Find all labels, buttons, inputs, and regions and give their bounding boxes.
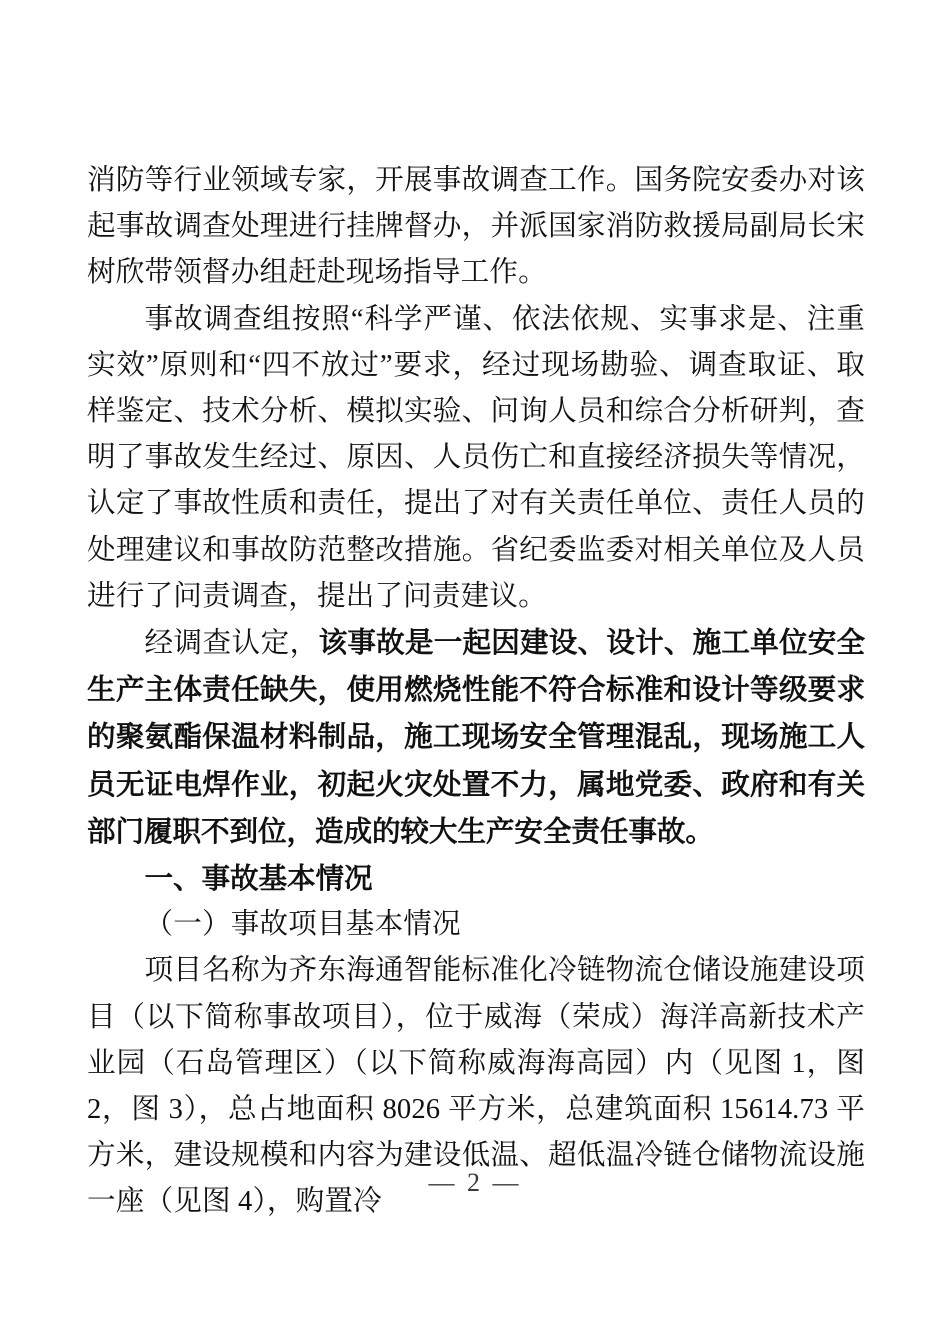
page-number: — 2 — bbox=[428, 1168, 522, 1197]
conclusion-lead-text: 经调查认定， bbox=[144, 628, 319, 660]
paragraph-investigation-principles: 事故调查组按照“科学严谨、依法依规、实事求是、注重实效”原则和“四不放过”要求，经过现场勘验、调查取证、取样鉴定、技术分析、模拟实验、问询人员和综合分析研判，查明了事故发生经过、原因、人员伤亡和直接经济损失等情况，认定了事故性质和责任，提出了对有关责任单位、责任人员的处理建议和事故防范整改措施。省纪委监委对相关单位及人员进行了问责调查，提出了问责建议。 bbox=[87, 303, 865, 612]
conclusion-emphasis-text: 该事故是一起因建设、设计、施工单位安全生产主体责任缺失，使用燃烧性能不符合标准和设计等级要求的聚氨酯保温材料制品，施工现场安全管理混乱，现场施工人员无证电焊作业，初起火灾处置不力，属地党委、政府和有关部门履职不到位，造成的较大生产安全责任事故。 bbox=[87, 627, 865, 848]
section-heading-one: 一、事故基本情况 bbox=[144, 863, 373, 896]
subsection-heading-one-a: （一）事故项目基本情况 bbox=[144, 909, 461, 941]
paragraph-project-overview: 项目名称为齐东海通智能标准化冷链物流仓储设施建设项目（以下简称事故项目），位于威海（荣成）海洋高新技术产业园（石岛管理区）（以下简称威海海高园）内（见图 1，图 2，图 3），总占地面积 8026 平方米，总建筑面积 15614.73 平方米，建设规模和内容为建设低温、超低温冷链仓储物流设施一座（见图 4），购置冷 bbox=[87, 955, 865, 1218]
paragraph-conclusion bbox=[87, 620, 865, 856]
document-text-body bbox=[87, 158, 865, 1226]
paragraph-continuation: 消防等行业领域专家，开展事故调查工作。国务院安委办对该起事故调查处理进行挂牌督办，并派国家消防救援局副局长宋树欣带领督办组赶赴现场指导工作。 bbox=[87, 165, 865, 289]
